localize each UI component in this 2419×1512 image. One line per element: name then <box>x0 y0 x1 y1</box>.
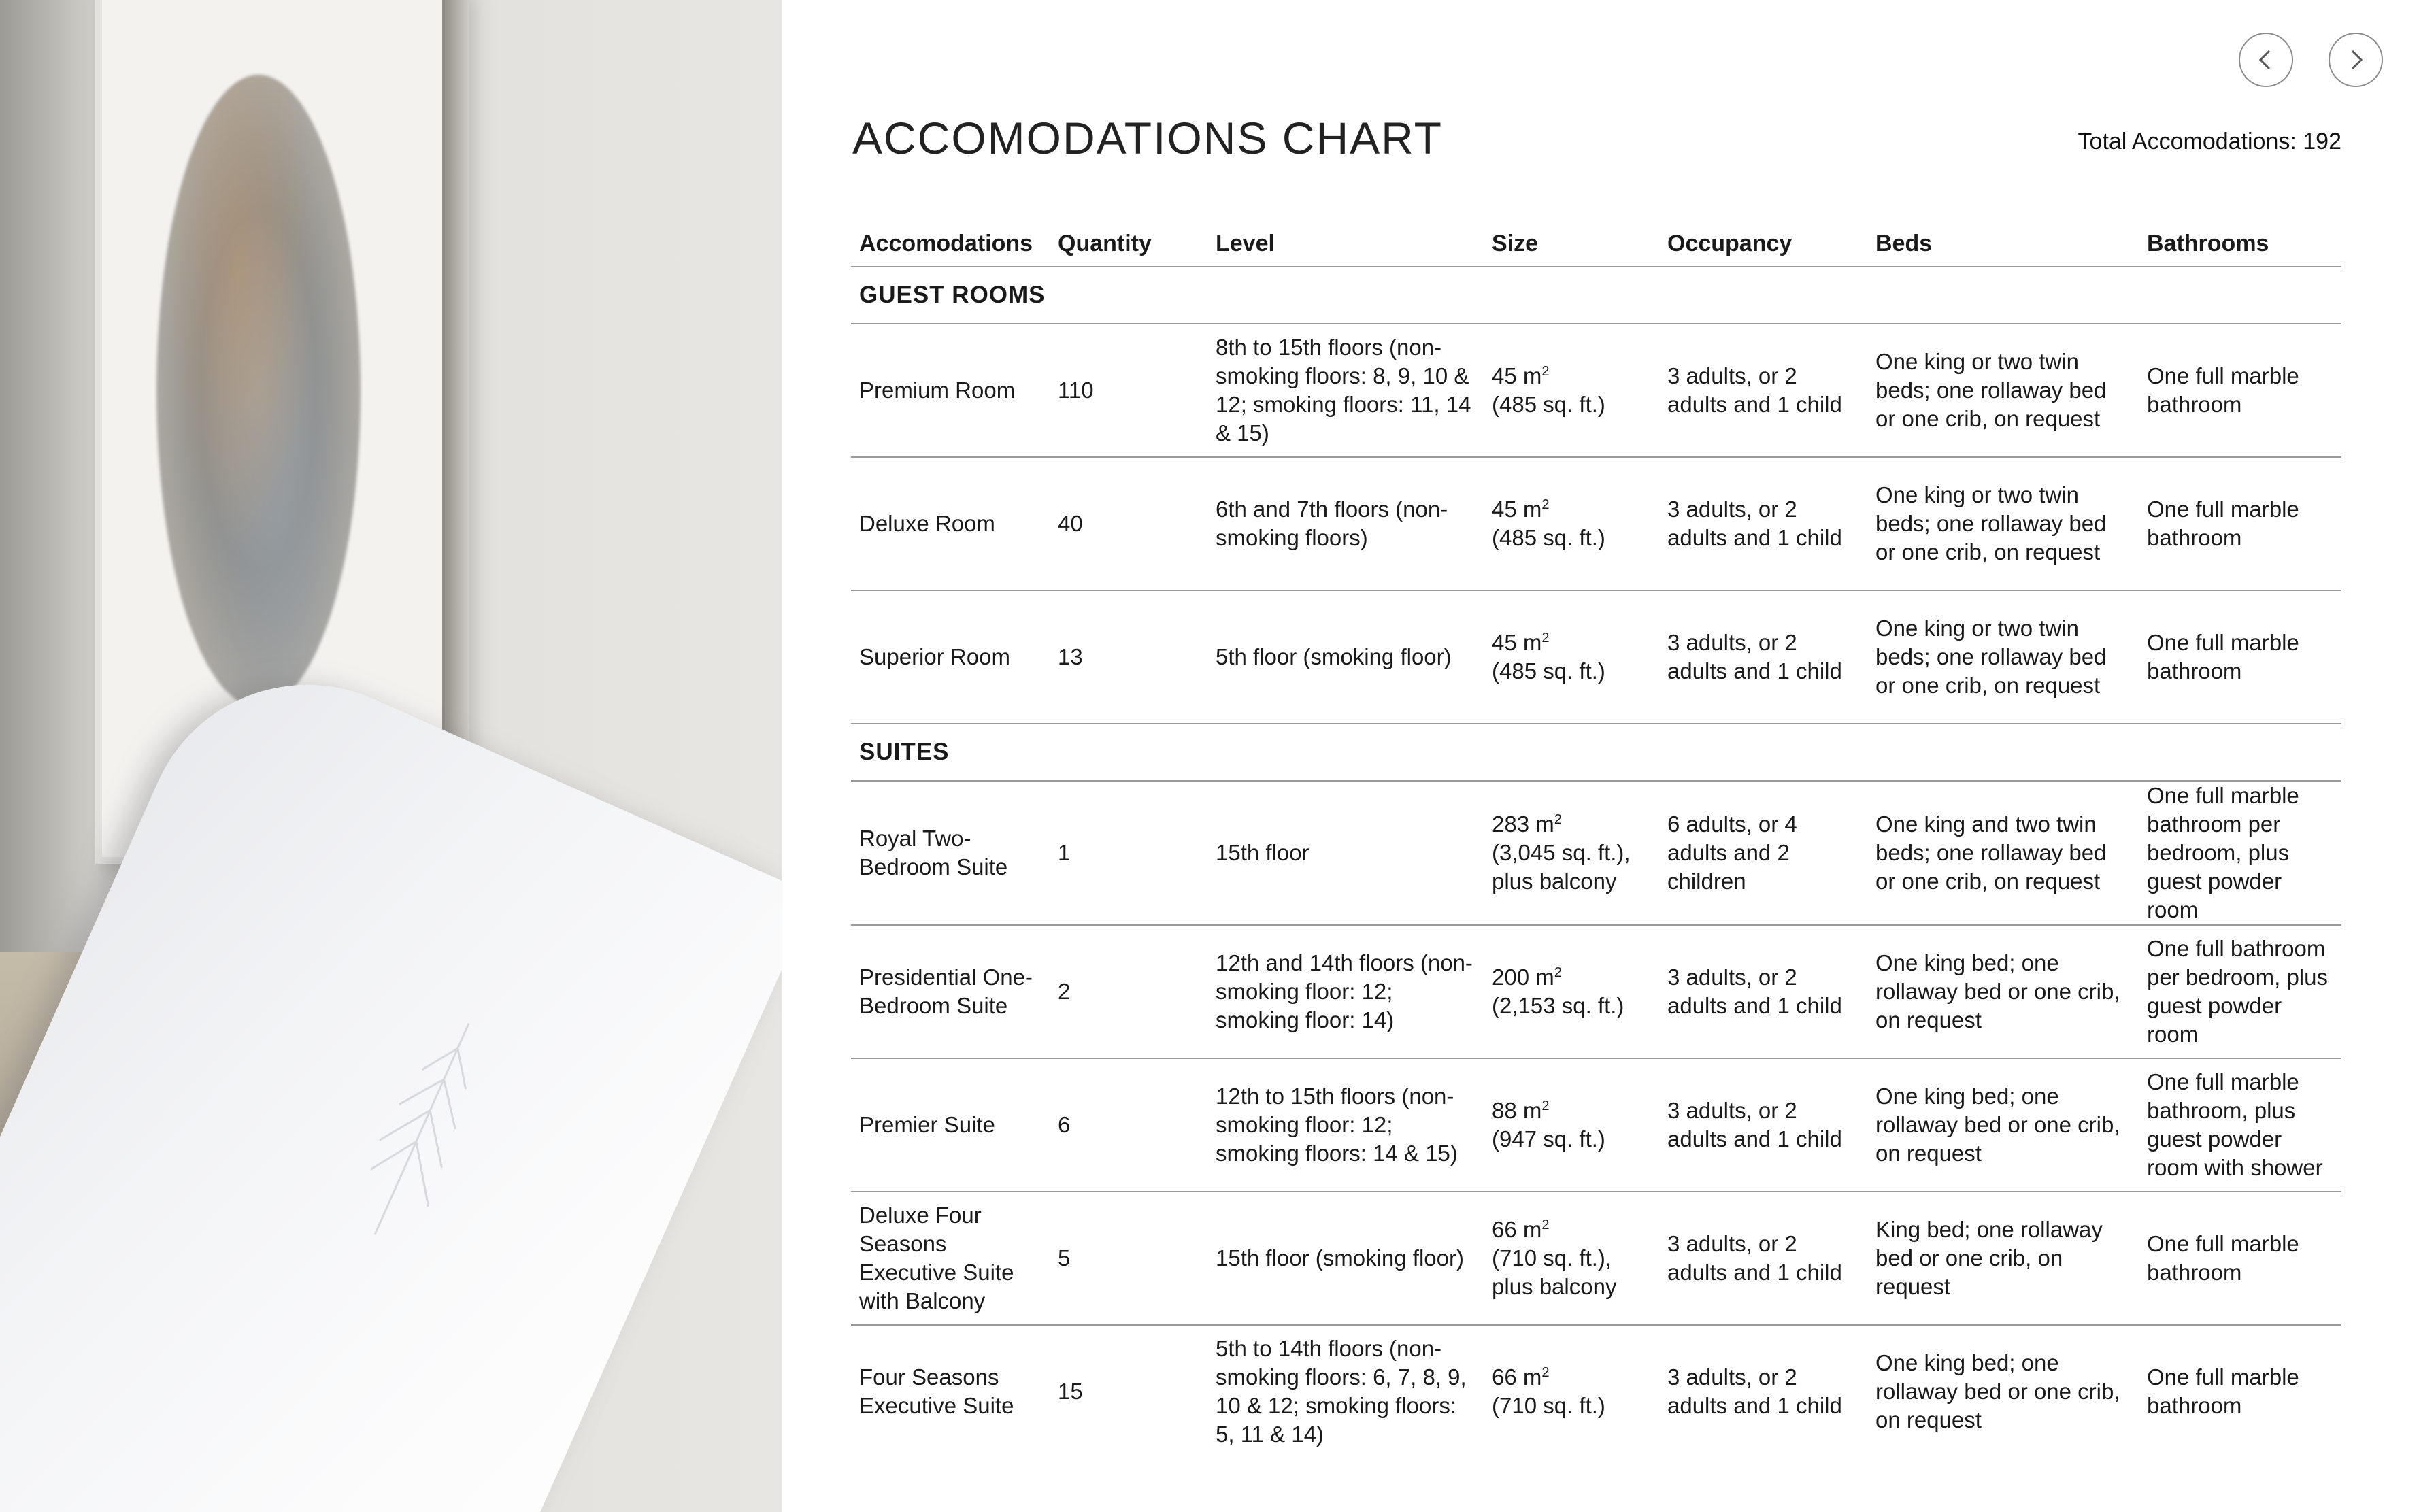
squared-mark: 2 <box>1541 1217 1550 1232</box>
room-name: Superior Room <box>851 590 1050 724</box>
room-beds: One king or two twin beds; one rollaway bed or one crib, on request <box>1867 590 2139 724</box>
room-beds: One king bed; one rollaway bed or one crib, on request <box>1875 1350 2120 1432</box>
size-imperial: (2,153 sq. ft.) <box>1492 993 1624 1018</box>
accomodations-table <box>851 221 2341 1458</box>
room-bathrooms: One full bathroom per bedroom, plus guest powder room <box>2139 925 2341 1058</box>
room-beds: One king or two twin beds; one rollaway bed or one crib, on request <box>1867 457 2139 590</box>
hero-photo <box>0 0 782 1512</box>
table-row <box>851 925 2341 1058</box>
table-row <box>851 324 2341 457</box>
room-occupancy: 3 adults, or 2 adults and 1 child <box>1659 1192 1867 1325</box>
squared-mark: 2 <box>1541 364 1550 379</box>
room-occupancy: 3 adults, or 2 adults and 1 child <box>1667 1364 1842 1418</box>
room-level: 8th to 15th floors (non-smoking floors: 8, 9, 10 & 12; smoking floors: 11, 14 & 15) <box>1207 324 1484 457</box>
squared-mark: 2 <box>1541 631 1550 645</box>
room-occupancy: 6 adults, or 4 adults and 2 children <box>1659 781 1867 925</box>
room-size <box>1484 1325 1659 1458</box>
room-size <box>1484 457 1659 590</box>
size-metric: 88 m <box>1492 1098 1542 1123</box>
squared-mark: 2 <box>1541 497 1550 512</box>
section-header-row <box>851 267 2341 324</box>
room-beds: One king bed; one rollaway bed or one crib, on request <box>1867 1058 2139 1192</box>
frame-edge <box>442 0 469 857</box>
room-bathrooms: One full marble bathroom <box>2139 324 2341 457</box>
tree-emblem-icon <box>371 1000 473 1258</box>
room-occupancy: 3 adults, or 2 adults and 1 child <box>1659 925 1867 1058</box>
room-occupancy: 3 adults, or 2 adults and 1 child <box>1659 324 1867 457</box>
room-quantity: 6 <box>1050 1058 1207 1192</box>
column-header: Level <box>1207 221 1484 267</box>
section-label: GUEST ROOMS <box>851 267 2341 324</box>
chevron-right-icon <box>2344 48 2367 71</box>
room-name: Deluxe Four Seasons Executive Suite with Balcony <box>851 1192 1050 1325</box>
room-bathrooms: One full marble bathroom <box>2147 1364 2299 1418</box>
squared-mark: 2 <box>1541 1365 1550 1380</box>
table-header-row <box>851 221 2341 267</box>
room-name: Royal Two-Bedroom Suite <box>851 781 1050 925</box>
squared-mark: 2 <box>1554 965 1562 980</box>
size-imperial: (485 sq. ft.) <box>1492 525 1605 550</box>
squared-mark: 2 <box>1541 1098 1550 1113</box>
room-bathrooms: One full marble bathroom per bedroom, plus guest powder room <box>2139 781 2341 925</box>
size-metric: 45 m <box>1492 630 1542 655</box>
room-size <box>1484 590 1659 724</box>
size-imperial: (485 sq. ft.) <box>1492 658 1605 684</box>
room-quantity: 110 <box>1050 324 1207 457</box>
column-header: Quantity <box>1050 221 1207 267</box>
room-size <box>1484 1192 1659 1325</box>
previous-page-button[interactable] <box>2239 33 2293 87</box>
room-occupancy: 3 adults, or 2 adults and 1 child <box>1659 457 1867 590</box>
squared-mark: 2 <box>1554 812 1562 827</box>
room-level: 15th floor (smoking floor) <box>1207 1192 1484 1325</box>
column-header: Accomodations <box>851 221 1050 267</box>
size-metric: 45 m <box>1492 497 1542 522</box>
room-name: Presidential One-Bedroom Suite <box>851 925 1050 1058</box>
room-quantity: 13 <box>1050 590 1207 724</box>
framed-artwork <box>156 75 361 707</box>
size-imperial: (3,045 sq. ft.), plus balcony <box>1492 840 1631 894</box>
size-metric: 283 m <box>1492 811 1554 837</box>
room-name: Deluxe Room <box>851 457 1050 590</box>
room-level: 12th to 15th floors (non-smoking floor: 12; smoking floors: 14 & 15) <box>1207 1058 1484 1192</box>
room-size <box>1484 925 1659 1058</box>
room-level: 12th and 14th floors (non-smoking floor: 12; smoking floor: 14) <box>1207 925 1484 1058</box>
room-beds: One king and two twin beds; one rollaway bed or one crib, on request <box>1867 781 2139 925</box>
room-name: Premier Suite <box>851 1058 1050 1192</box>
room-bathrooms: One full marble bathroom <box>2139 590 2341 724</box>
room-quantity: 15 <box>1058 1379 1083 1404</box>
room-quantity: 5 <box>1050 1192 1207 1325</box>
table-row <box>851 457 2341 590</box>
table-row <box>851 590 2341 724</box>
chevron-left-icon <box>2254 48 2278 71</box>
column-header: Occupancy <box>1659 221 1867 267</box>
room-bathrooms: One full marble bathroom <box>2139 1192 2341 1325</box>
room-bathrooms: One full marble bathroom <box>2139 457 2341 590</box>
room-beds: King bed; one rollaway bed or one crib, on request <box>1867 1192 2139 1325</box>
column-header: Beds <box>1867 221 2139 267</box>
room-level: 15th floor <box>1207 781 1484 925</box>
room-name: Premium Room <box>851 324 1050 457</box>
room-quantity: 2 <box>1050 925 1207 1058</box>
room-level: 5th floor (smoking floor) <box>1207 590 1484 724</box>
size-imperial: (710 sq. ft.) <box>1492 1393 1605 1418</box>
room-quantity: 40 <box>1050 457 1207 590</box>
room-occupancy: 3 adults, or 2 adults and 1 child <box>1659 1058 1867 1192</box>
room-size <box>1484 324 1659 457</box>
page-title: ACCOMODATIONS CHART <box>852 113 1443 163</box>
table-row <box>851 781 2341 925</box>
size-imperial: (710 sq. ft.), plus balcony <box>1492 1245 1617 1299</box>
section-header-row <box>851 724 2341 781</box>
room-bathrooms: One full marble bathroom, plus guest powder room with shower <box>2139 1058 2341 1192</box>
size-imperial: (947 sq. ft.) <box>1492 1126 1605 1152</box>
size-metric: 200 m <box>1492 964 1554 990</box>
room-beds: One king or two twin beds; one rollaway bed or one crib, on request <box>1867 324 2139 457</box>
room-quantity: 1 <box>1050 781 1207 925</box>
size-metric: 66 m <box>1492 1364 1542 1390</box>
next-page-button[interactable] <box>2329 33 2383 87</box>
total-accomodations: Total Accomodations: 192 <box>2078 129 2341 154</box>
size-metric: 66 m <box>1492 1217 1542 1242</box>
column-header: Size <box>1484 221 1659 267</box>
room-beds: One king bed; one rollaway bed or one crib, on request <box>1867 925 2139 1058</box>
table-row <box>851 1058 2341 1192</box>
column-header: Bathrooms <box>2139 221 2341 267</box>
room-level: 5th to 14th floors (non-smoking floors: 6, 7, 8, 9, 10 & 12; smoking floors: 5, 11 & 14) <box>1216 1336 1467 1447</box>
table-row <box>851 1192 2341 1325</box>
section-label: SUITES <box>851 724 2341 781</box>
room-level: 6th and 7th floors (non-smoking floors) <box>1207 457 1484 590</box>
size-metric: 45 m <box>1492 363 1542 388</box>
room-size <box>1484 1058 1659 1192</box>
room-occupancy: 3 adults, or 2 adults and 1 child <box>1659 590 1867 724</box>
room-size <box>1484 781 1659 925</box>
table-row <box>851 1325 2341 1458</box>
room-name: Four Seasons Executive Suite <box>859 1364 1014 1418</box>
size-imperial: (485 sq. ft.) <box>1492 392 1605 417</box>
